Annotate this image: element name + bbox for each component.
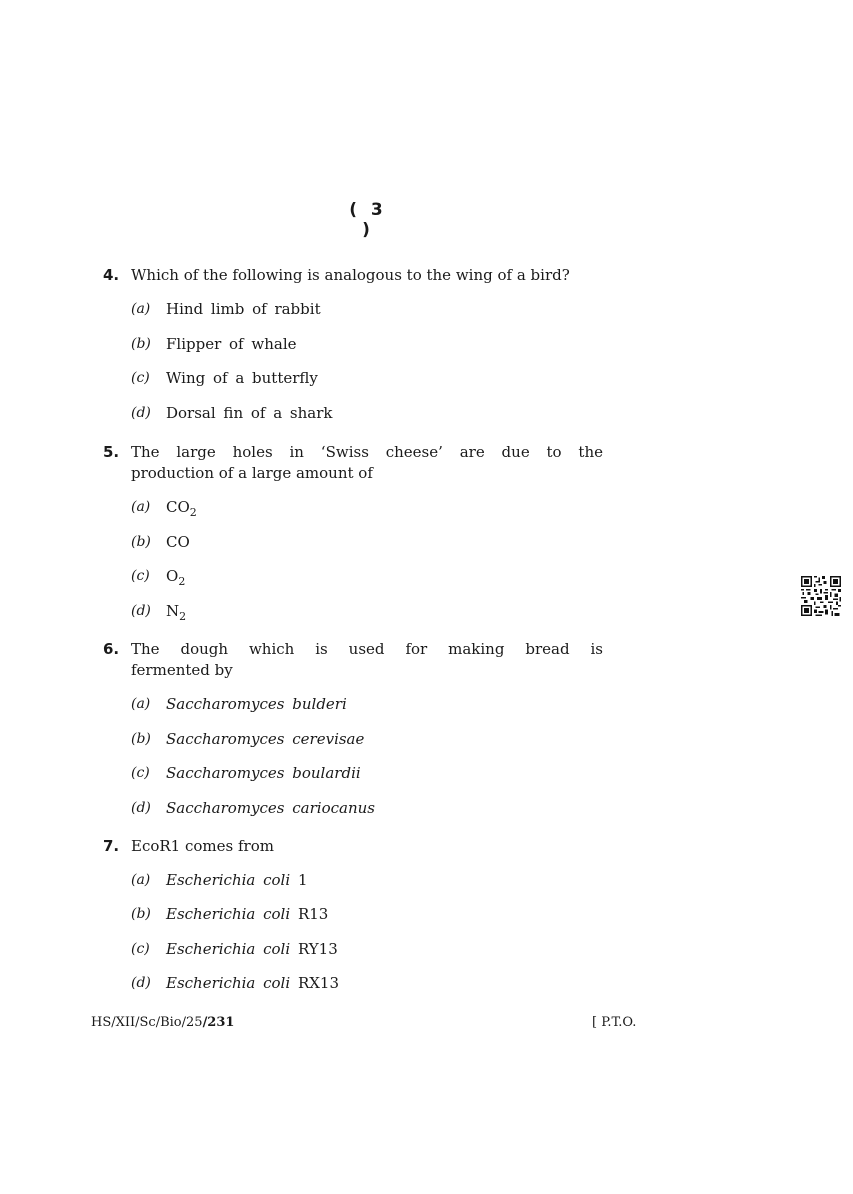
q5-option-d-letter: (d) bbox=[131, 603, 151, 619]
question-4-number: 4. bbox=[103, 266, 120, 284]
q6-option-b-text: Saccharomyces cerevisae bbox=[166, 730, 365, 748]
q5-option-c-letter: (c) bbox=[131, 568, 150, 584]
q4-option-a-letter: (a) bbox=[131, 301, 151, 317]
q5-option-c-text bbox=[166, 567, 185, 588]
question-6-stem-line-2: fermented by bbox=[131, 661, 233, 679]
question-5-number: 5. bbox=[103, 443, 120, 461]
q5-option-a-subscript: 2 bbox=[189, 506, 197, 519]
question-4-stem bbox=[131, 265, 611, 286]
q7-option-d-strain: RX13 bbox=[297, 974, 339, 992]
q7-option-c-text bbox=[166, 940, 338, 958]
page-number: ( 3 ) bbox=[349, 200, 387, 240]
q5-option-a-letter: (a) bbox=[131, 499, 151, 515]
q6-option-c-letter: (c) bbox=[131, 765, 150, 781]
question-4-stem-line: Which of the following is analogous to the wing of a bird? bbox=[131, 266, 570, 284]
paper-code bbox=[91, 1015, 234, 1030]
question-5-stem-line-2: production of a large amount of bbox=[131, 464, 373, 482]
paper-code-number: /231 bbox=[202, 1015, 235, 1030]
q7-option-a-text bbox=[166, 871, 307, 889]
q4-option-c-letter: (c) bbox=[131, 370, 150, 386]
q4-option-c-text: Wing of a butterfly bbox=[166, 369, 318, 387]
q6-option-d-text: Saccharomyces cariocanus bbox=[166, 799, 375, 817]
q6-option-a-text: Saccharomyces bulderi bbox=[166, 695, 347, 713]
q4-option-d-letter: (d) bbox=[131, 405, 151, 421]
q7-option-c-strain: RY13 bbox=[297, 940, 338, 958]
q6-option-b-letter: (b) bbox=[131, 731, 151, 747]
q7-option-a-letter: (a) bbox=[131, 872, 151, 888]
paper-code-prefix: HS/XII/Sc/Bio/25 bbox=[91, 1015, 203, 1030]
q5-option-d-text bbox=[166, 602, 186, 623]
q5-option-c-formula: O bbox=[166, 567, 179, 585]
q4-option-b-text: Flipper of whale bbox=[166, 335, 297, 353]
q5-option-d-formula: N bbox=[166, 602, 180, 620]
question-6-stem bbox=[131, 639, 603, 681]
q7-option-d-species: Escherichia coli bbox=[166, 974, 291, 992]
q7-option-b-text bbox=[166, 905, 328, 923]
question-7-number: 7. bbox=[103, 837, 120, 855]
q5-option-a-formula: CO bbox=[166, 498, 190, 516]
question-5-stem-line-1: The large holes in ‘Swiss cheese’ are due to the bbox=[131, 443, 603, 461]
q5-option-b-text: CO bbox=[166, 533, 190, 551]
q6-option-d-letter: (d) bbox=[131, 800, 151, 816]
question-5-stem bbox=[131, 442, 603, 484]
pto-marker: [ P.T.O. bbox=[592, 1015, 637, 1030]
question-7-stem-line: EcoR1 comes from bbox=[131, 837, 274, 855]
q6-option-a-letter: (a) bbox=[131, 696, 151, 712]
q7-option-b-strain: R13 bbox=[297, 905, 329, 923]
question-6-stem-line-1: The dough which is used for making bread is bbox=[131, 640, 603, 658]
qr-code-icon bbox=[801, 576, 841, 616]
q7-option-a-strain: 1 bbox=[297, 871, 308, 889]
q7-option-d-letter: (d) bbox=[131, 975, 151, 991]
q7-option-d-text bbox=[166, 974, 339, 992]
q7-option-c-species: Escherichia coli bbox=[166, 940, 291, 958]
q7-option-c-letter: (c) bbox=[131, 941, 150, 957]
q5-option-c-subscript: 2 bbox=[178, 575, 186, 588]
question-6-number: 6. bbox=[103, 640, 120, 658]
q5-option-a-text bbox=[166, 498, 197, 519]
q7-option-b-species: Escherichia coli bbox=[166, 905, 291, 923]
question-7-stem bbox=[131, 836, 603, 857]
q7-option-b-letter: (b) bbox=[131, 906, 151, 922]
q7-option-a-species: Escherichia coli bbox=[166, 871, 291, 889]
q6-option-c-text: Saccharomyces boulardii bbox=[166, 764, 361, 782]
q4-option-a-text: Hind limb of rabbit bbox=[166, 300, 321, 318]
q5-option-b-letter: (b) bbox=[131, 534, 151, 550]
q5-option-d-subscript: 2 bbox=[179, 610, 187, 623]
q4-option-b-letter: (b) bbox=[131, 336, 151, 352]
q4-option-d-text: Dorsal fin of a shark bbox=[166, 404, 333, 422]
